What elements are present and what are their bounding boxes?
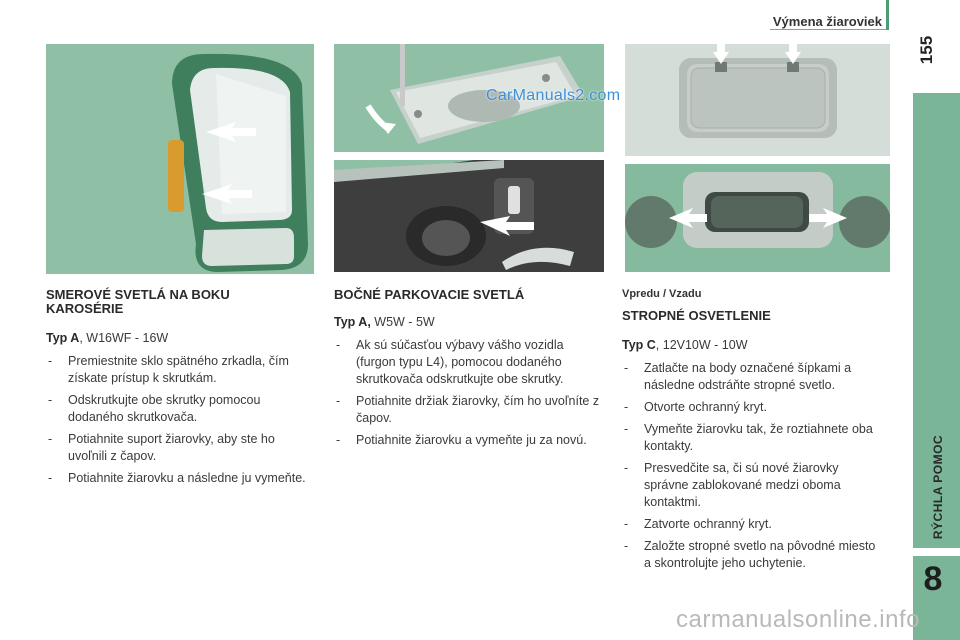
ceiling-bulb-svg xyxy=(625,164,890,272)
list-item: - Potiahnite žiarovku a následne ju vymeňte. xyxy=(48,471,306,485)
side-lights-type xyxy=(46,330,316,347)
page-header-title: Výmena žiaroviek xyxy=(772,14,882,29)
side-lights-heading: SMEROVÉ SVETLÁ NA BOKU KAROSÉRIE xyxy=(46,287,230,316)
parking-lights-type xyxy=(334,314,600,331)
parking-lights-body xyxy=(334,314,600,454)
side-lights-steps xyxy=(46,353,316,487)
ceiling-light-cover-illustration xyxy=(625,44,890,156)
parking-bulb-holder-illustration xyxy=(334,160,604,272)
bulb-holder-svg xyxy=(334,160,604,272)
side-lights-type-label: Typ A xyxy=(46,331,80,345)
side-lights-type-value: , W16WF - 16W xyxy=(79,331,169,345)
footer-watermark: carmanualsonline.info xyxy=(676,606,920,633)
front-rear-subheading: Vpredu / Vzadu xyxy=(622,288,702,300)
watermark-text: CarManuals2.com xyxy=(486,87,621,104)
parking-lights-steps xyxy=(334,337,600,449)
list-item: - Presvedčite sa, či sú nové žiarovky správne zablokované medzi oboma kontaktmi. xyxy=(624,461,841,509)
list-item: - Zatlačte na body označené šípkami a následne odstráňte stropné svetlo. xyxy=(624,361,852,392)
list-item: - Potiahnite žiarovku a vymeňte ju za novú. xyxy=(336,433,587,447)
parking-lights-type-label: Typ A, xyxy=(334,315,371,329)
ceiling-light-bulb-illustration xyxy=(625,164,890,272)
ceiling-light-type xyxy=(622,337,884,354)
list-item: - Potiahnite suport žiarovky, aby ste ho uvoľnili z čapov. xyxy=(48,432,275,463)
list-item: - Ak sú súčasťou výbavy vášho vozidla (furgon typu L4), pomocou dodaného skrutkovača odskrutkujte obe skrutky. xyxy=(336,338,564,386)
list-item: - Premiestnite sklo spätného zrkadla, čím získate prístup k skrutkám. xyxy=(48,354,289,385)
header-accent-bar xyxy=(886,0,889,30)
ceiling-light-type-value: , 12V10W - 10W xyxy=(655,338,748,352)
ceiling-light-heading: STROPNÉ OSVETLENIE xyxy=(622,308,771,323)
header-divider xyxy=(770,29,888,30)
list-item: - Založte stropné svetlo na pôvodné miesto a skontrolujte jeho uchytenie. xyxy=(624,539,876,570)
side-lights-body xyxy=(46,330,316,492)
list-item: - Zatvorte ochranný kryt. xyxy=(624,517,772,531)
page-number: 155 xyxy=(917,35,936,65)
ceiling-light-type-label: Typ C xyxy=(622,338,656,352)
ceiling-light-body xyxy=(622,337,884,577)
list-item: - Potiahnite držiak žiarovky, čím ho uvoľníte z čapov. xyxy=(336,394,600,425)
parking-lights-type-value: W5W - 5W xyxy=(370,315,435,329)
mirror-indicator-illustration xyxy=(46,44,314,274)
mirror-illustration-svg xyxy=(46,44,314,274)
list-item: - Otvorte ochranný kryt. xyxy=(624,400,767,414)
ceiling-light-steps xyxy=(622,360,884,572)
parking-lights-heading: BOČNÉ PARKOVACIE SVETLÁ xyxy=(334,287,525,302)
list-item: - Odskrutkujte obe skrutky pomocou dodaného skrutkovača. xyxy=(48,393,261,424)
list-item: - Vymeňte žiarovku tak, že roztiahnete oba kontakty. xyxy=(624,422,873,453)
chapter-number: 8 xyxy=(923,560,943,598)
ceiling-cover-svg xyxy=(625,44,890,156)
chapter-tab-label: RÝCHLA POMOC xyxy=(931,434,945,540)
